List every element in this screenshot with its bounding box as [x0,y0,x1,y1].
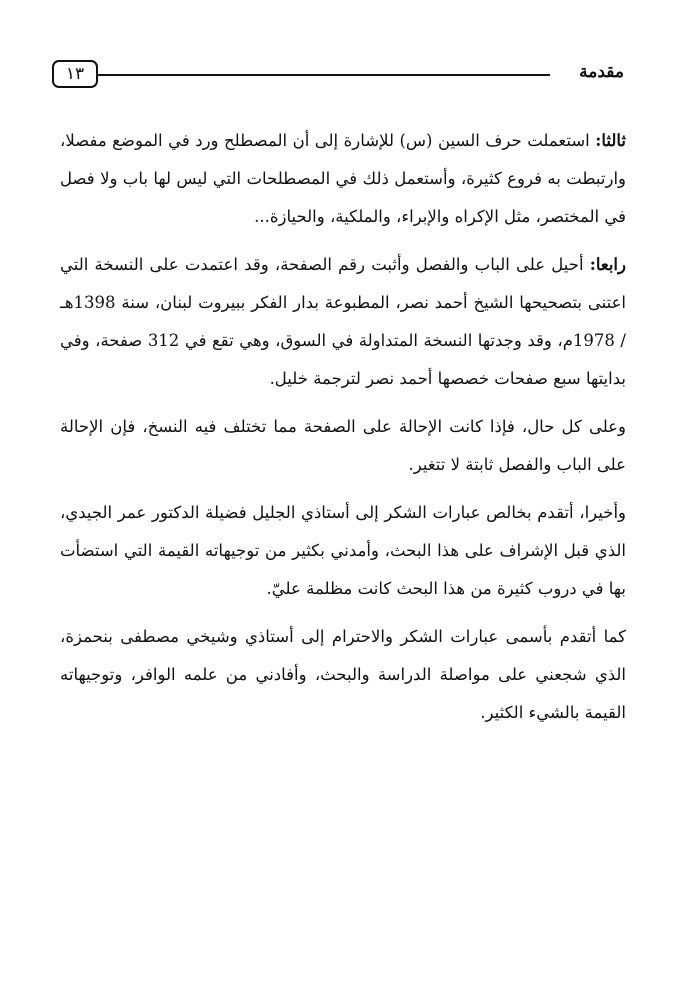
paragraph-text: وعلى كل حال، فإذا كانت الإحالة على الصفحة مما تختلف فيه النسخ، فإن الإحالة على الباب والفصل ثابتة لا تتغير. [60,417,626,474]
paragraph-text: كما أتقدم بأسمى عبارات الشكر والاحترام إلى أستاذي وشيخي مصطفى بنحمزة، الذي شجعني على مواصلة الدراسة والبحث، وأفادني من علمه الوافر، وتوجيهاته القيمة بالشيء الكثير. [60,627,626,722]
paragraph-text: استعملت حرف السين (س) للإشارة إلى أن المصطلح ورد في الموضع مفصلا، وارتبطت به فروع كثيرة، وأستعمل ذلك في المصطلحات التي ليس لها باب ولا فصل في المختصر، مثل الإكراه والإبراء، والملكية، والحيازة... [60,131,626,226]
paragraph-third [60,122,626,236]
paragraph-lead: رابعا: [589,255,626,274]
section-title: مقدمة [579,62,624,82]
page-header [52,60,624,94]
paragraph-text: أحيل على الباب والفصل وأثبت رقم الصفحة، وقد اعتمدت على النسخة التي اعتنى بتصحيحها الشيخ أحمد نصر، المطبوعة بدار الفكر ببيروت لبنان، سنة 1398هـ / 1978م، وقد وجدتها النسخة المتداولة في السوق، وهي تقع في 312 صفحة، وفي بدايتها سبع صفحات خصصها أحمد نصر لترجمة خليل. [60,255,626,388]
paragraph-reference-note [60,408,626,484]
paragraph-fourth [60,246,626,398]
page-number-box [52,60,98,88]
paragraph-acknowledgment-supervisor [60,494,626,608]
paragraph-acknowledgment-teacher [60,618,626,732]
header-rule [96,74,550,76]
page-body [60,122,626,742]
page-number: ١٣ [65,64,85,84]
paragraph-text: وأخيرا، أتقدم بخالص عبارات الشكر إلى أستاذي الجليل فضيلة الدكتور عمر الجيدي، الذي قبل الإشراف على هذا البحث، وأمدني بكثير من توجيهاته القيمة التي استضأت بها في دروب كثيرة من هذا البحث كانت مظلمة عليّ. [60,503,626,598]
paragraph-lead: ثالثا: [595,131,626,150]
